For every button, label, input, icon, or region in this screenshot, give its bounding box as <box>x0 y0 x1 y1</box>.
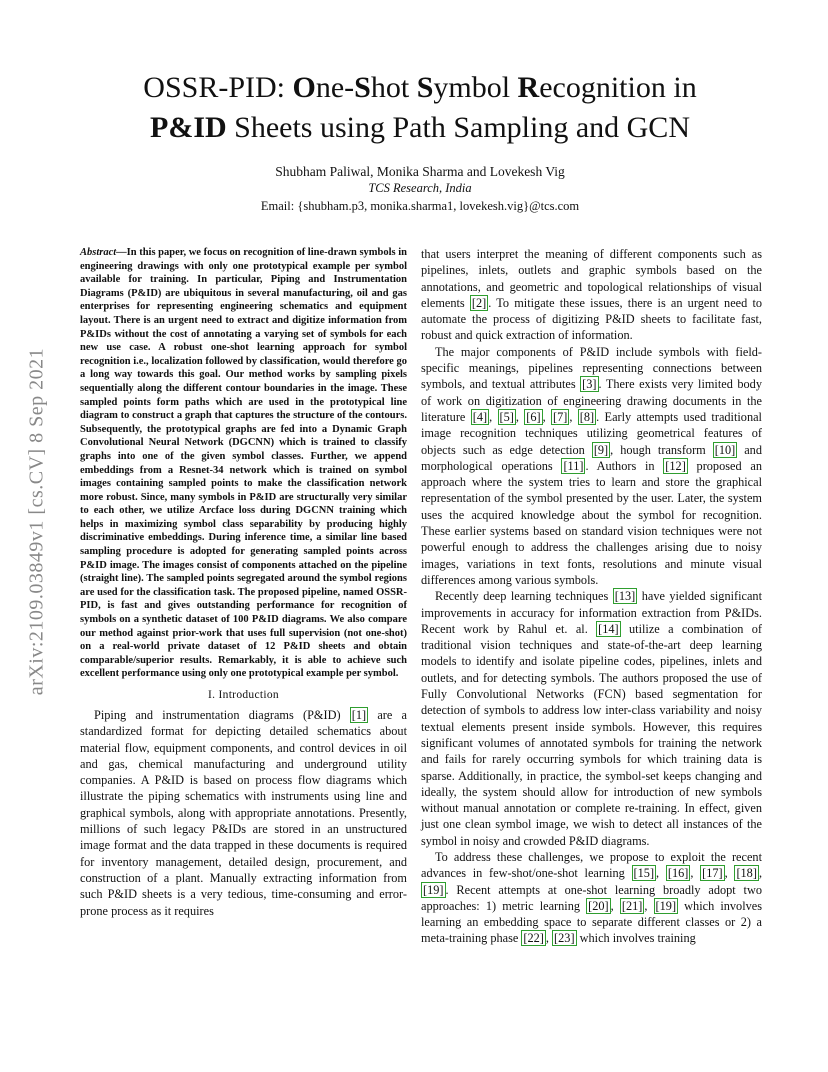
citation-link[interactable]: [7] <box>553 409 568 424</box>
citation-link[interactable]: [13] <box>614 589 636 604</box>
citation-link[interactable]: [23] <box>554 931 575 946</box>
author-list: Shubham Paliwal, Monika Sharma and Lovekesh Vig <box>275 164 565 179</box>
title-line-2: P&ID Sheets using Path Sampling and GCN <box>150 111 690 144</box>
citation-link[interactable]: [19] <box>655 898 677 913</box>
citation-link[interactable]: [6] <box>526 409 541 424</box>
citation-link[interactable]: [2] <box>471 295 487 310</box>
abstract <box>80 246 407 681</box>
paper-title <box>70 68 770 148</box>
paragraph-major-components: The major components of P&ID include symbols with field-specific meanings, pipelines representing connections between symbols, and textual attributes [3] . There exists very limited body of work on digitization of engineering drawing documents in the literature [4] , [5] , [6] , [7] , [8] . Early attempts used traditional image recognition techniques utilizing geometrical features of objects such as edge detection [9] , hough transform [10] and morphological operations [11] . Authors in [12] proposed an approach where the system tries to learn and store the graphical representation of the symbol presented by the user. Later, the system uses the acquired knowledge about the symbol for recognition. These earlier systems based on standard vision techniques were not powerful enough to address the challenges arising due to noisy images, variations in text fonts, resolutions and minute visual differences among various symbols. <box>421 344 762 587</box>
citation-link[interactable]: [22] <box>523 931 544 946</box>
citation-link[interactable]: [14] <box>598 621 619 636</box>
citation-link[interactable]: [20] <box>588 898 609 913</box>
arxiv-stamp <box>22 300 52 750</box>
citation-link[interactable]: [17] <box>702 866 723 881</box>
citation-link[interactable]: [5] <box>499 409 514 424</box>
abstract-label: Abstract <box>80 247 117 258</box>
citation-link[interactable]: [19] <box>423 882 444 897</box>
citation-link[interactable]: [8] <box>579 409 595 424</box>
citation-link[interactable]: [1] <box>351 708 367 722</box>
paragraph-deep-learning: Recently deep learning techniques [13] have yielded significant improvements in accuracy for information extraction from P&IDs. Recent work by Rahul et. al. [14] utilize a combination of traditional vision techniques and state-of-the-art deep learning models to identify and isolate pipeline codes, pipelines, inlets and outlets, and for detecting symbols. The authors proposed the use of Fully Convolutional Networks (FCN) based segmentation for detection of symbols to address low inter-class variability and noisy textual elements present inside symbols. However, this requires significant volumes of annotated symbols for training the network and fails for rarely occurring symbols for which training data is sparse. Additionally, in practice, the symbol-set keeps changing and ideally, the system should allow for introduction of new symbols without manual annotation or complete re-training. In effect, given just one clean symbol image, we wish to detect all instances of the symbol in noisy and crowded P&ID diagrams. <box>421 589 763 848</box>
citation-link[interactable]: [3] <box>582 377 597 392</box>
citation-link[interactable]: [16] <box>667 866 689 881</box>
affiliation: TCS Research, India <box>368 181 472 195</box>
paragraph-continued: that users interpret the meaning of different components such as pipelines, inlets, outlets and graphic symbols based on the annotations, and geometric and topological relationships of visual elements [2] . To mitigate these issues, there is an urgent need to automate the process of digitizing P&ID sheets to facilitate fast, robust and quick extraction of information. <box>421 247 763 343</box>
arxiv-stamp-text: arXiv:2109.03849v1 [cs.CV] 8 Sep 2021 <box>25 347 48 696</box>
abstract-text: —In this paper, we focus on recognition of line-drawn symbols in engineering drawings with only one prototypical example per symbol available for training. In particular, Piping and Instrumentation Diagrams (P&ID) are ubiquitous in several manufacturing, oil and gas enterprises for representing engineering schematics and equipment layout. There is an urgent need to extract and digitize information from P&IDs without the cost of annotating a varying set of symbols for each new use case. A robust one-shot learning approach for symbol recognition i.e., localization followed by classification, would therefore go a long way towards this goal. Our method works by sampling pixels sequentially along the different contour boundaries in the image. These sampled points form paths which are used in the prototypical line diagram to construct a graph that captures the structure of the contours. Subsequently, the prototypical graphs are fed into a Dynamic Graph Convolutional Neural Network (DGCNN) which is trained to classify graphs into one of the given symbol classes. Further, we append embeddings from a Resnet-34 network which is trained on symbol images containing sampled points to make the classification network more robust. Since, many symbols in P&ID are structurally very similar to each other, we utilize Arcface loss during DGCNN training which helps in maximizing symbol class separability by producing highly discriminative embeddings. During inference time, a similar line based sampling procedure is adopted for generating sampled points across P&ID image. The images consist of components attached on the pipeline (straight line). The sampled points segregated around the symbol regions are used for the classification task. The proposed pipeline, named OSSR-PID, is fast and gives outstanding performance for recognition of symbols on a synthetic dataset of 100 P&ID diagrams. We also compare our method against prior-work that uses full supervision (not one-shot) on a real-world private dataset of 12 P&ID sheets and obtain comparable/superior results. Remarkably, it is able to achieve such excellent performance using only one prototypical example per symbol. <box>80 247 407 680</box>
citation-link[interactable]: [18] <box>736 866 757 881</box>
section-heading-introduction: I. Introduction <box>208 689 279 701</box>
citation-link[interactable]: [11] <box>563 458 584 473</box>
author-email: Email: {shubham.p3, monika.sharma1, lovekesh.vig}@tcs.com <box>260 199 580 213</box>
citation-link[interactable]: [4] <box>472 409 488 424</box>
citation-link[interactable]: [21] <box>621 898 643 913</box>
citation-link[interactable]: [10] <box>714 442 736 457</box>
citation-link[interactable]: [12] <box>665 458 686 473</box>
citation-link[interactable]: [9] <box>593 442 609 457</box>
paragraph-challenges: To address these challenges, we propose to exploit the recent advances in few-shot/one-shot learning [15] , [16] , [17] , [18] , [19] . Recent attempts at one-shot learning broadly adopt two approaches: 1) metric learning [20] , [21] , [19] which involves learning an embedding space to separate different classes or 2) a meta-training phase [22] , [23] which involves training <box>421 849 763 946</box>
left-column <box>80 246 407 919</box>
intro-paragraph-1: Piping and instrumentation diagrams (P&ID) [1] are a standardized format for depicting detailed schematics about material flow, equipment components, and control devices in oil and gas, chemical manufacturing and underground utility companies. A P&ID is based on process flow diagrams which illustrate the piping schematics with instruments using line and graphical symbols, along with appropriate annotations. Presently, millions of such legacy P&IDs are stored in an unstructured image format and the data trapped in these documents is required for inventory management, detailed design, procurement, and construction of a plant. Manually extracting information from such P&ID sheets is a very tedious, time-consuming and error-prone process as it requires <box>80 708 407 918</box>
title-line-1: OSSR-PID: One-Shot Symbol Recognition in <box>143 71 697 104</box>
citation-link[interactable]: [15] <box>633 866 655 881</box>
right-column <box>421 246 762 947</box>
